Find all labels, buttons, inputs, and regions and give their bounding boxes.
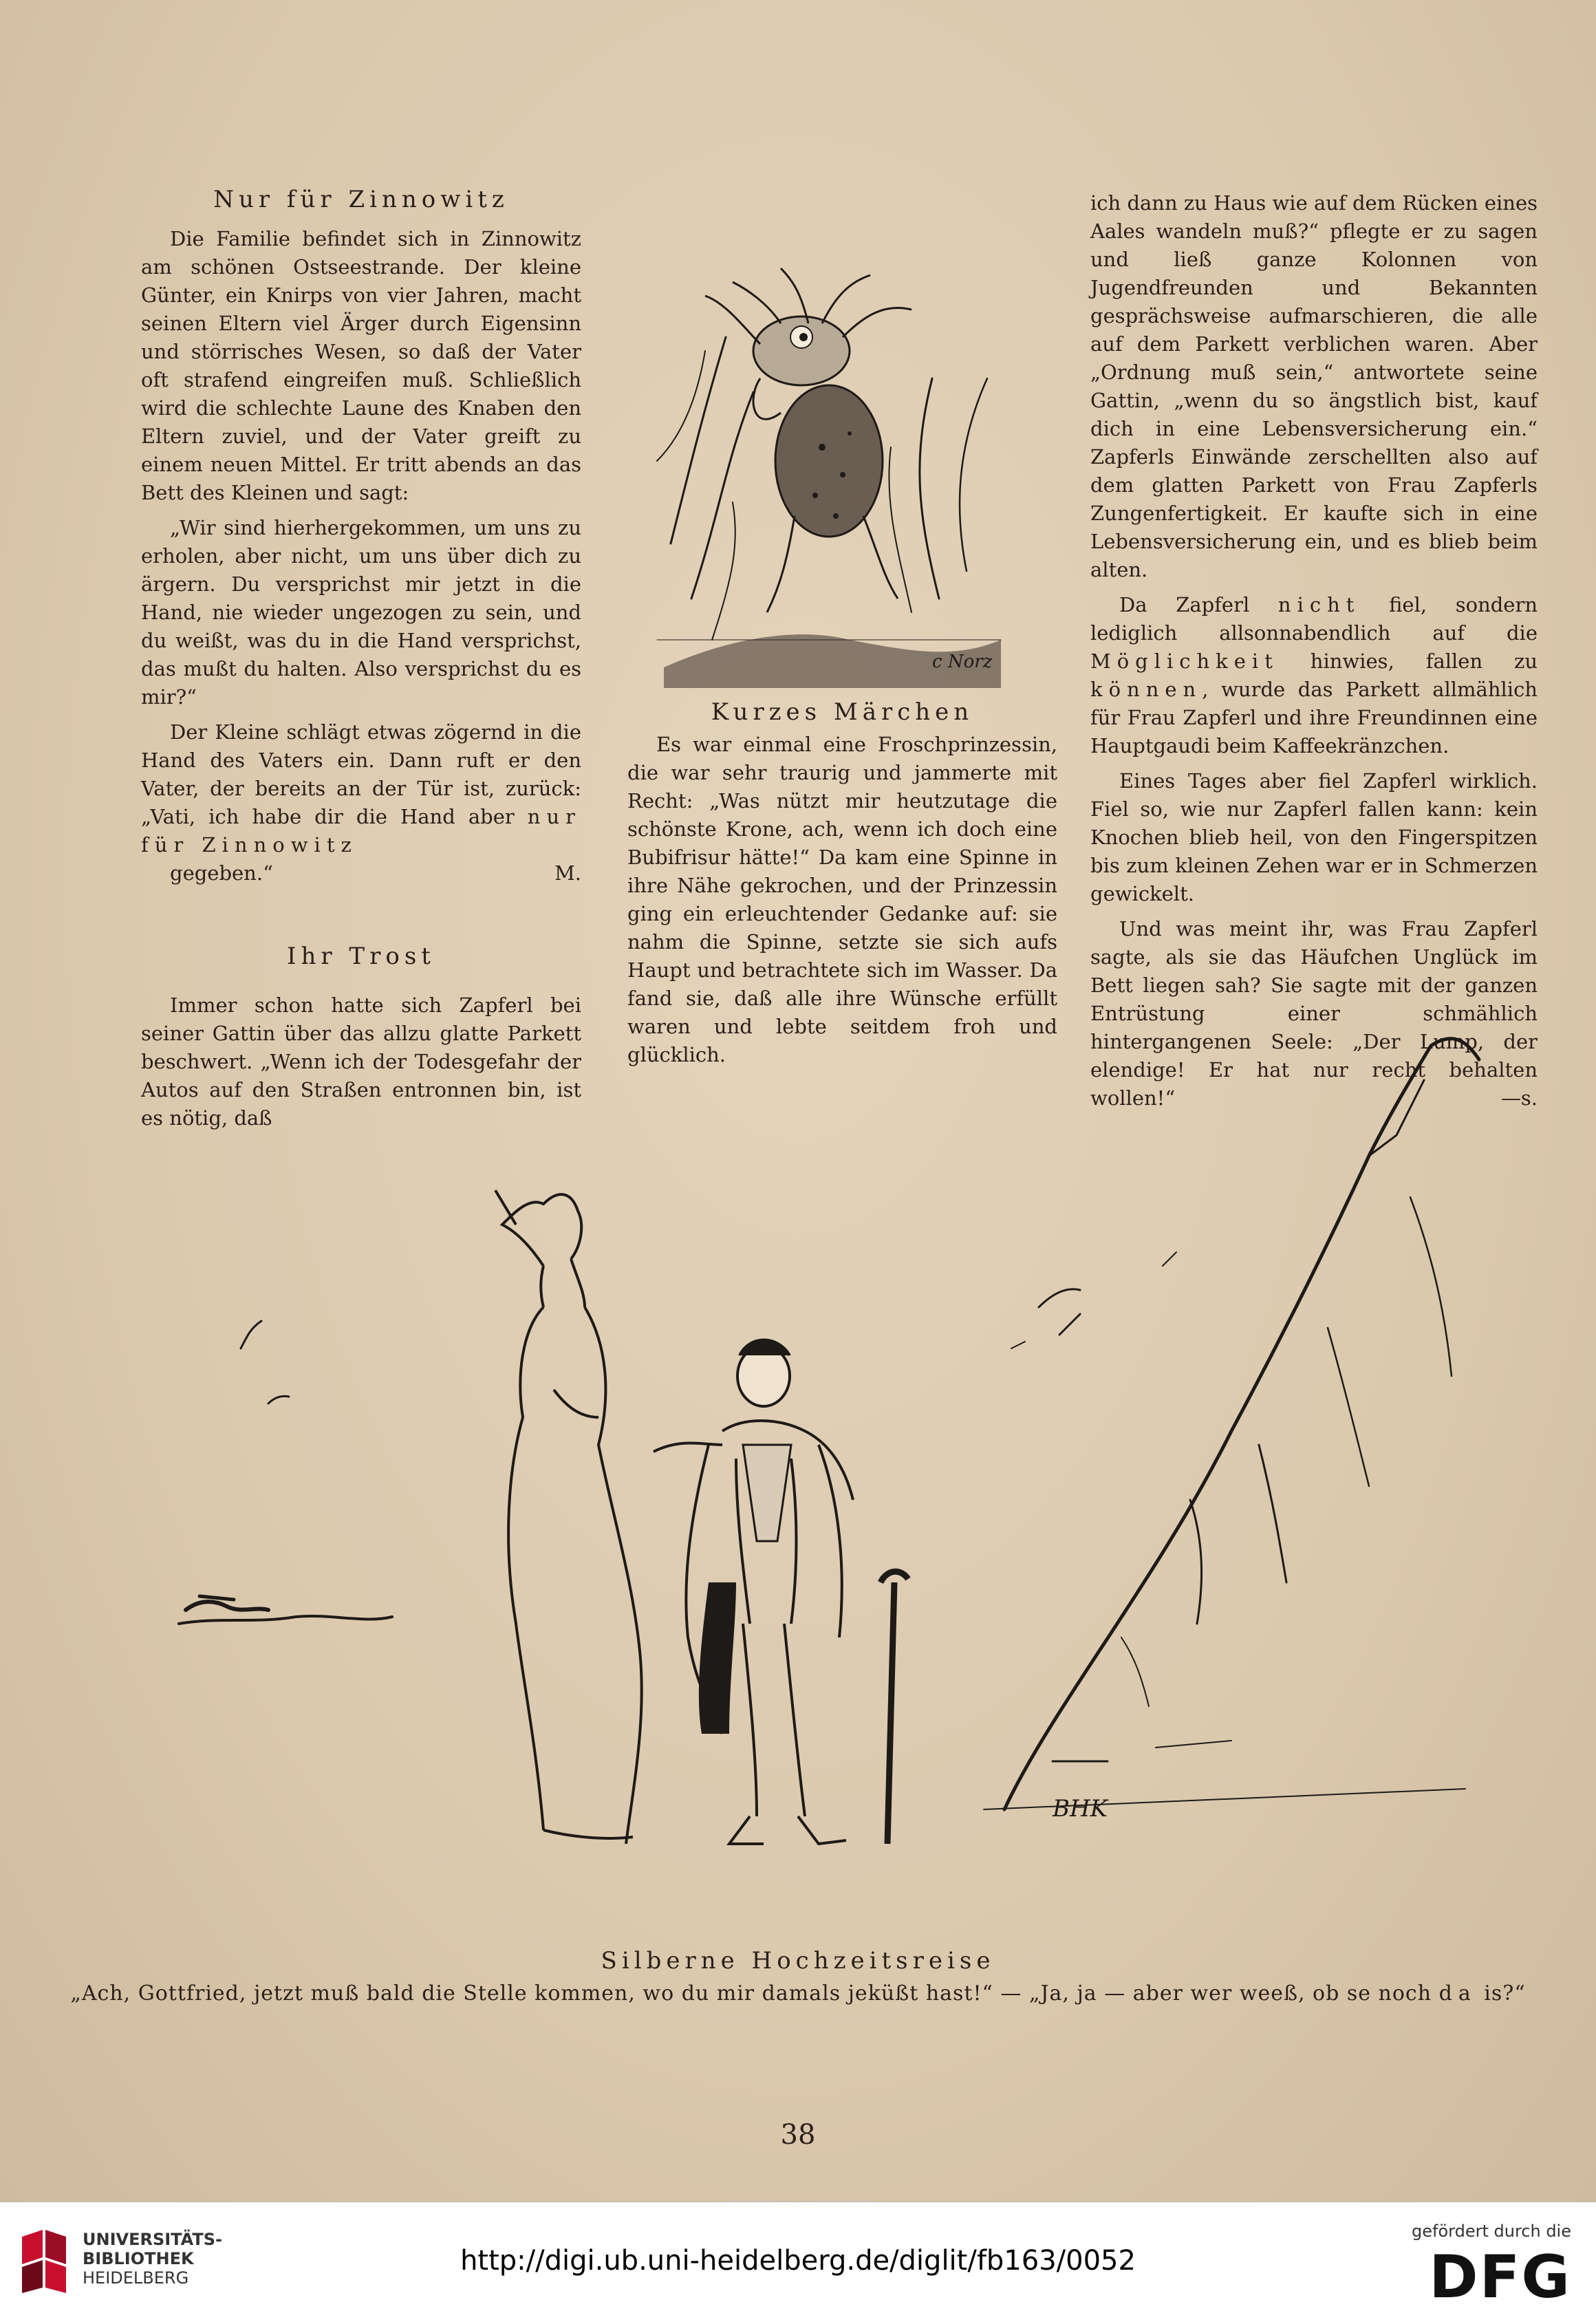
university-name-line: UNIVERSITÄTS- [83,2230,223,2249]
article-paragraph: Die Familie befindet sich in Zinnowitz am schönen Ostseestrande. Der kleine Günter, ein Knirps von vier Jahren, macht seinen Eltern viel Ärger durch Eigensinn und störrisches Wesen, so daß der Vater oft strafend eingreifen muß. Schließlich wird die schlechte Laune des Knaben den Eltern zuviel, und der Vater greift zu einem neuen Mittel. Er tritt abends an das Bett des Kleinen und sagt: [141,227,581,504]
university-name-line: BIBLIOTHEK [83,2249,194,2268]
university-name-line: HEIDELBERG [83,2268,189,2288]
article-paragraph [141,718,581,888]
illustrator-signature: BHK [1053,1795,1108,1823]
column-left [141,186,581,1139]
text-span: Der Kleine schlägt etwas zögernd in die Hand des Vaters ein. Dann ruft er den Vater, der bereits an der Tür ist, zurück: „Vati, ich habe dir die Hand aber [141,720,581,828]
text-span: fiel, sondern lediglich allsonnabendlich auf die [1090,593,1538,645]
caption-quote-end: is?“ [1484,1981,1526,2006]
article-paragraph [1090,591,1538,760]
emphasized-text: da [1438,1981,1477,2006]
emphasized-text: nicht [1277,593,1361,616]
illustrator-signature: c Norz [932,652,993,672]
author-signature: M. [554,861,581,885]
article-title-maerchen: Kurzes Märchen [711,698,974,726]
viewer-footer [0,2202,1596,2322]
author-signature: —s. [1500,1086,1538,1110]
article-title-trost: Ihr Trost [287,943,435,970]
caption-title: Silberne Hochzeitsreise [601,1947,995,1975]
text-span: , wurde das Parkett allmählich für Frau Zapferl und ihre Freundinnen eine Hauptgaudi beim Kaffeekränzchen. [1090,678,1538,757]
frog-princess-illustration [643,255,1015,688]
column-right [1090,189,1538,1119]
article-paragraph: Immer schon hatte sich Zapferl bei seiner Gattin über das allzu glatte Parkett beschwert. „Wenn ich der Todesgefahr der Autos auf den Straßen entronnen bin, ist es nötig, daß [141,993,581,1130]
text-span: Da Zapferl [1119,593,1250,616]
text-span: hinwies, fallen zu [1310,649,1538,673]
text-span: Und was meint ihr, was Frau Zapferl sagte, als sie das Häufchen Unglück im Bett liegen sah? Sie sagte mit der ganzen Entrüstung einer schmählich hintergangenen Seele: „Der Lump, der elendige! Er hat nur recht behalten wollen!“ [1090,917,1538,1110]
silver-wedding-illustration [158,1018,1534,1954]
caption-quote: „Ach, Gottfried, jetzt muß bald die Stelle kommen, wo du mir damals jeküßt hast!“ — „Ja, ja — aber wer weeß, ob se noch [70,1981,1432,2006]
emphasized-text: nur für Zinnowitz [141,805,581,857]
funding-label: gefördert durch die [1412,2222,1571,2241]
article-paragraph: „Wir sind hierhergekommen, um uns zu erholen, aber nicht, um uns über dich zu ärgern. Du versprichst mir jetzt in die Hand, nie wieder ungezogen zu sein, und du weißt, was du in die Hand versprichst, das mußt du halten. Also versprichst du es mir?“ [141,516,581,709]
article-paragraph: Es war einmal eine Froschprinzessin, die war sehr traurig und jammerte mit Recht: „Was nützt mir heutzutage die schönste Krone, ach, wenn ich doch eine Bubifrisur hätte!“ Da kam eine Spinne in ihre Nähe gekrochen, und der Prinzessin ging ein erleuchtender Gedanke auf: sie nahm die Spinne, setzte sie sich aufs Haupt und betrachtete sich im Wasser. Da fand sie, daß alle ihre Wünsche erfüllt waren und lebte seitdem froh und glücklich. [627,733,1057,1066]
article-paragraph: Eines Tages aber fiel Zapferl wirklich. Fiel so, wie nur Zapferl fallen kann: kein Knochen blieb heil, von den Fingerspitzen bis zum kleinen Zehen war er in Schmerzen gewickelt. [1090,769,1538,905]
page-number: 38 [780,2119,816,2151]
text-span: gegeben.“ [170,861,273,885]
dfg-logo[interactable]: DFG [1429,2243,1571,2312]
digital-library-url-link[interactable]: http://digi.ub.uni-heidelberg.de/diglit/fb163/0052 [460,2245,1136,2277]
emphasized-text: Möglichkeit [1090,649,1279,673]
article-paragraph: ich dann zu Haus wie auf dem Rücken eines Aales wandeln muß?“ pflegte er zu sagen und ließ ganze Kolonnen von Jugendfreunden und Bekannten gesprächsweise aufmarschieren, die alle auf dem Parkett verblichen waren. Aber „Ordnung muß sein,“ antwortete seine Gattin, „wenn du so ängstlich bist, kauf dich in eine Lebensversicherung ein.“ Zapferls Einwände zerschellten also auf dem glatten Parkett von Frau Zapferls Zungenfertigkeit. Er kaufte sich in eine Lebensversicherung ein, und es blieb beim alten. [1090,191,1538,581]
emphasized-text: können [1090,678,1203,701]
caption-text [0,1981,1596,2006]
article-title-zinnowitz: Nur für Zinnowitz [213,186,509,213]
